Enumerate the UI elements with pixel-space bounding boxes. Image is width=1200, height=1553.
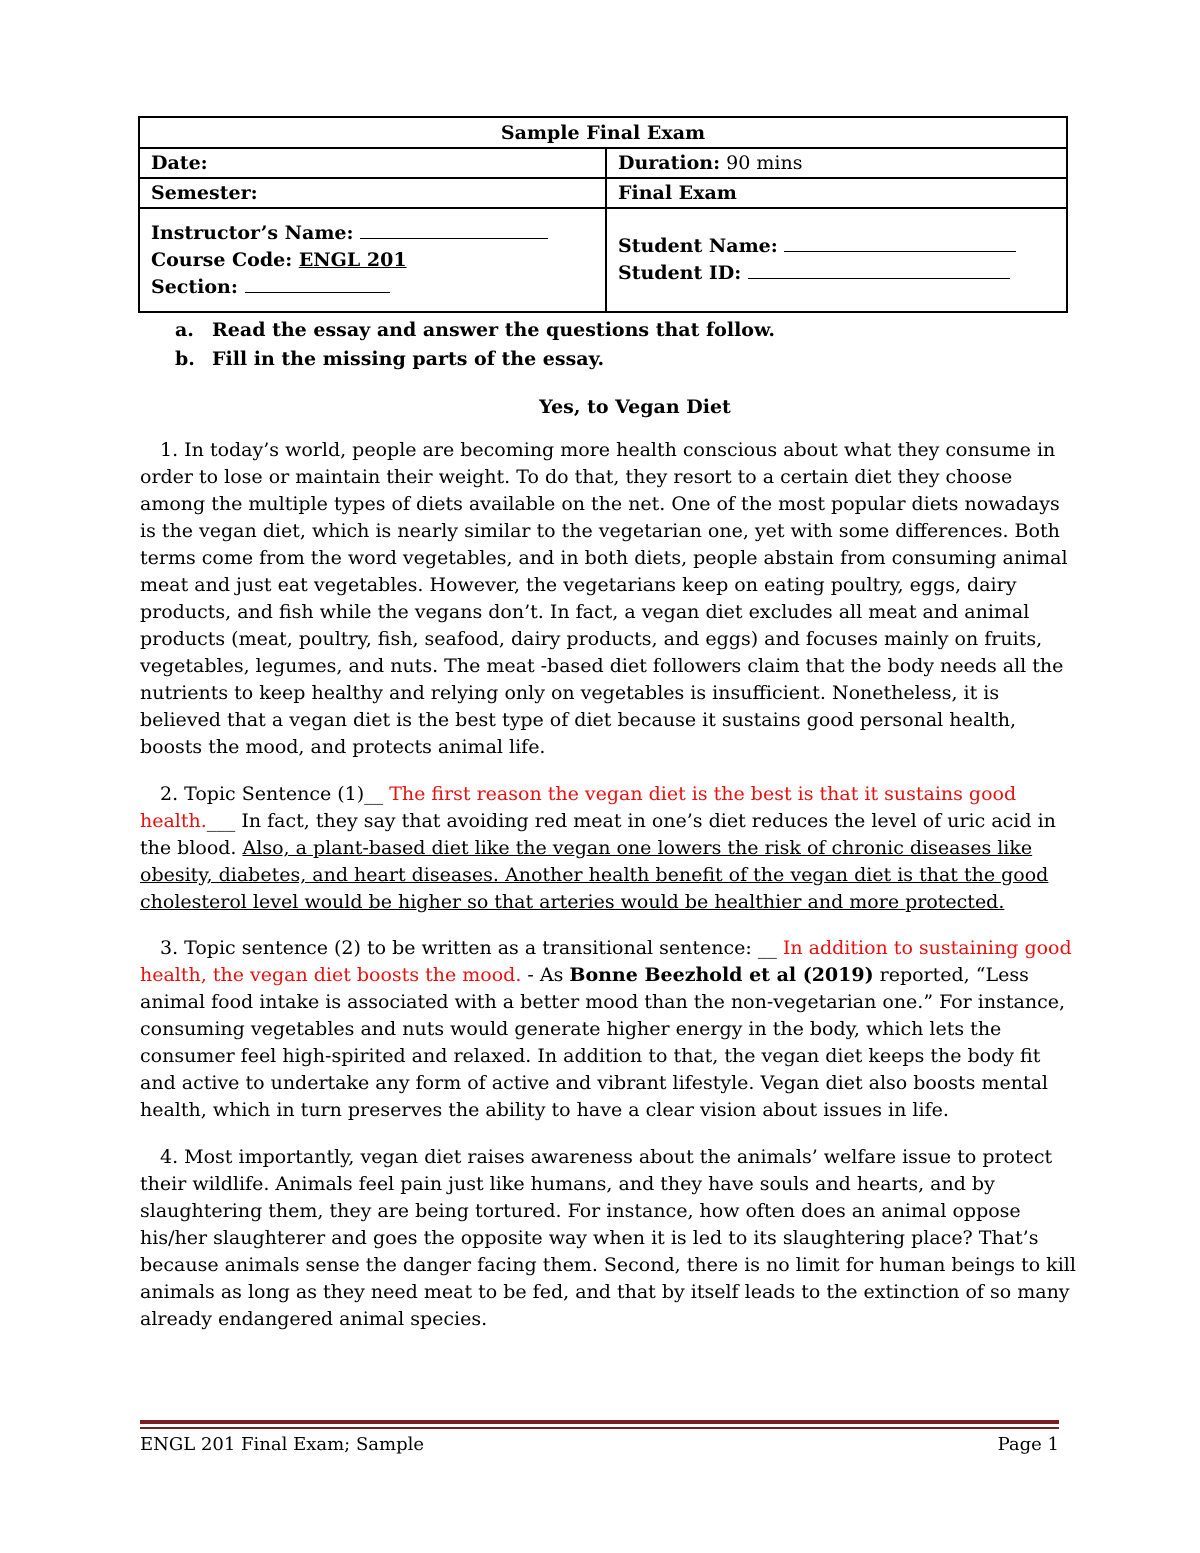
- exam-header-table: [138, 116, 1068, 313]
- student-info-cell: [606, 208, 1067, 312]
- p2-mid: ___ In fact, they say that avoiding red meat in one’s diet reduces the level of uric acid in the blood.: [140, 810, 1056, 859]
- footer-page-number: Page 1: [997, 1434, 1059, 1455]
- p3-rest: reported, “Less animal food intake is associated with a better mood than the non-vegetarian one.” For instance, consuming vegetables and nuts would generate higher energy in the body, which lets the consumer feel high-spirited and relaxed. In addition to that, the vegan diet keeps the body fit and active to undertake any form of active and vibrant lifestyle. Vegan diet also boosts mental health, which in turn preserves the ability to have a clear vision about issues in life.: [140, 964, 1065, 1121]
- exam-title: Sample Final Exam: [139, 117, 1067, 148]
- exam-type-cell: [606, 178, 1067, 208]
- exam-type: Final Exam: [618, 182, 737, 204]
- student-id-label: Student ID:: [618, 262, 742, 284]
- instructor-label: Instructor’s Name:: [151, 221, 354, 244]
- date-cell: [139, 148, 606, 178]
- essay-paragraph-3: [140, 935, 1080, 1124]
- p2-underlined: Also, a plant-based diet like the vegan one lowers the risk of chronic diseases like obesity, diabetes, and heart diseases. Another health benefit of the vegan diet is that the good cholesterol level would be higher so that arteries would be healthier and more protected.: [140, 837, 1049, 913]
- p2-answer: The first reason the vegan diet is the best is that it sustains good health.: [140, 783, 1017, 832]
- course-code-label: Course Code:: [151, 248, 293, 271]
- p3-prefix: 3. Topic sentence (2) to be written as a transitional sentence: __: [160, 937, 777, 959]
- instructor-name-field[interactable]: [360, 222, 548, 239]
- instruction-item: a. Read the essay and answer the questions that follow.: [175, 319, 776, 341]
- p3-citation: Bonne Beezhold et al (2019): [569, 964, 874, 986]
- student-id-field[interactable]: [748, 262, 1010, 279]
- instruction-item: b. Fill in the missing parts of the essay.: [175, 348, 605, 370]
- course-code-value: ENGL 201: [298, 248, 407, 271]
- p3-mid: - As: [521, 964, 570, 986]
- essay-paragraph-2: [140, 781, 1080, 916]
- footer-course: ENGL 201 Final Exam; Sample: [140, 1434, 425, 1455]
- p2-prefix: 2. Topic Sentence (1)__: [160, 783, 384, 805]
- essay-paragraph-1: 1. In today’s world, people are becoming more health conscious about what they consume in order to lose or maintain their weight. To do that, they resort to a certain diet they choose among the multiple types of diets available on the net. One of the most popular diets nowadays is the vegan diet, which is nearly similar to the vegetarian one, yet with some differences. Both terms come from the word vegetables, and in both diets, people abstain from consuming animal meat and just eat vegetables. However, the vegetarians keep on eating poultry, eggs, dairy products, and fish while the vegans don’t. In fact, a vegan diet excludes all meat and animal products (meat, poultry, fish, seafood, dairy products, and eggs) and focuses mainly on fruits, vegetables, legumes, and nuts. The meat -based diet followers claim that the body needs all the nutrients to keep healthy and relying only on vegetables is insufficient. Nonetheless, it is believed that a vegan diet is the best type of diet because it sustains good personal health, boosts the mood, and protects animal life.: [140, 439, 1068, 758]
- semester-cell: [139, 178, 606, 208]
- essay-paragraph-4: 4. Most importantly, vegan diet raises awareness about the animals’ welfare issue to protect their wildlife. Animals feel pain just like humans, and they have souls and hearts, and by slaughtering them, they are being tortured. For instance, how often does an animal oppose his/her slaughterer and goes the opposite way when it is led to its slaughtering place? That’s because animals sense the danger facing them. Second, there is no limit for human beings to kill animals as long as they need meat to be fed, and that by itself leads to the extinction of so many already endangered animal species.: [140, 1146, 1076, 1330]
- section-field[interactable]: [245, 276, 390, 293]
- duration-cell: [606, 148, 1067, 178]
- semester-label: Semester:: [151, 182, 258, 204]
- section-label: Section:: [151, 275, 238, 298]
- duration-value: 90 mins: [726, 152, 803, 174]
- date-label: Date:: [151, 152, 208, 174]
- instructions-list: [175, 316, 775, 374]
- duration-label: Duration:: [618, 152, 721, 174]
- footer-rule-thin: [140, 1427, 1059, 1429]
- essay-title: Yes, to Vegan Diet: [539, 396, 731, 418]
- instructor-info-cell: [139, 208, 606, 312]
- student-name-label: Student Name:: [618, 235, 778, 257]
- student-name-field[interactable]: [784, 235, 1016, 252]
- p3-answer: In addition to sustaining good health, the vegan diet boosts the mood.: [140, 937, 1072, 986]
- footer-rule-thick: [140, 1420, 1059, 1424]
